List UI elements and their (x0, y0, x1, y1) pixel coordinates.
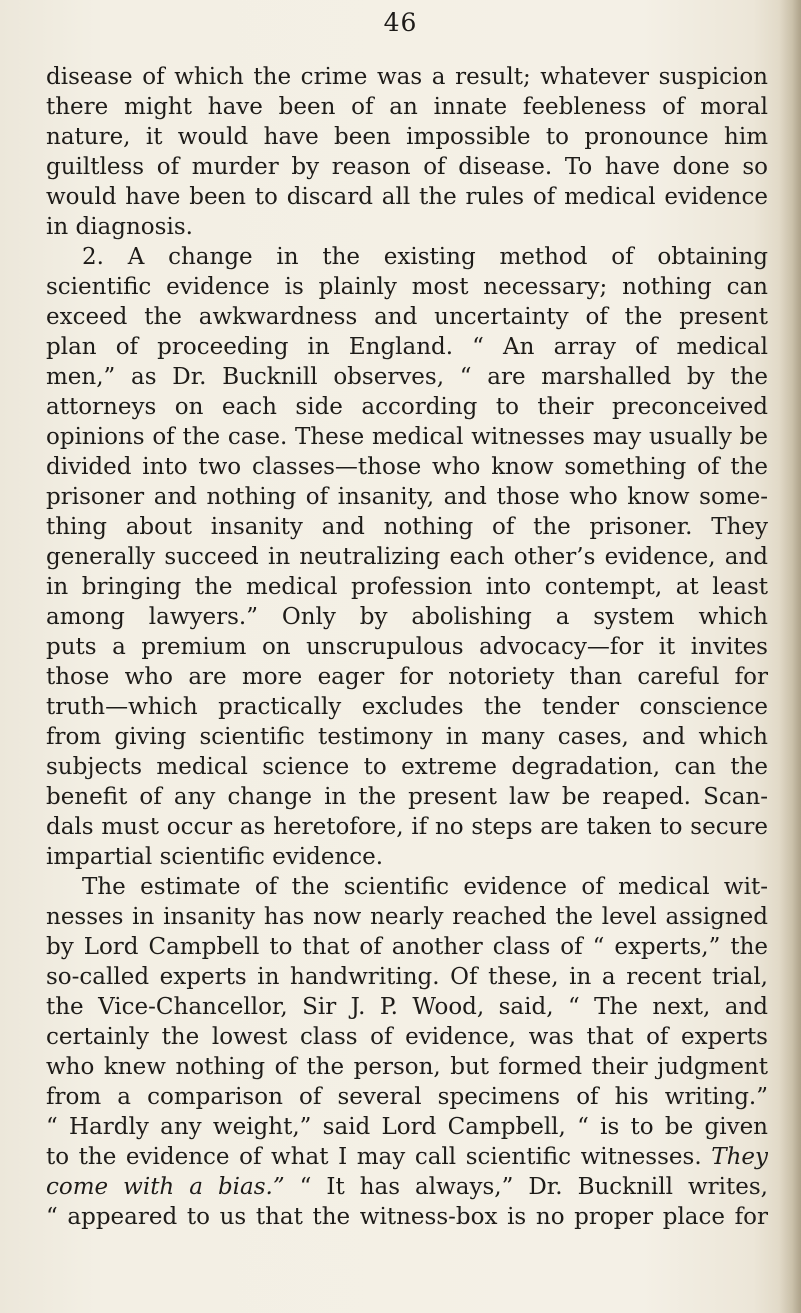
text-line-29: nesses in insanity has now nearly reached the level assigned (46, 904, 768, 930)
text-line-35: from a comparison of several specimens of his writing.” (46, 1084, 768, 1110)
text-line-15: prisoner and nothing of insanity, and those who know some- (46, 484, 768, 510)
text-line-2: there might have been of an innate feebleness of moral (46, 94, 768, 120)
text-line-28: The estimate of the scientific evidence of medical wit- (82, 874, 768, 900)
text-line-13: opinions of the case. These medical witnesses may usually be (46, 424, 768, 450)
text-line-39: “ appeared to us that the witness-box is no proper place for (46, 1204, 768, 1230)
body-text (0, 62, 801, 1307)
text-line-25: benefit of any change in the present law be reaped. Scan- (46, 784, 768, 810)
text-line-17: generally succeed in neutralizing each other’s evidence, and (46, 544, 768, 570)
text-line-12: attorneys on each side according to their preconceived (46, 394, 768, 420)
text-line-37-roman: to the evidence of what I may call scientific witnesses. (46, 1144, 702, 1170)
text-line-19: among lawyers.” Only by abolishing a system which (46, 604, 768, 630)
text-line-3: nature, it would have been impossible to pronounce him (46, 124, 768, 150)
text-line-18: in bringing the medical profession into contempt, at least (46, 574, 768, 600)
text-line-27: impartial scientific evidence. (46, 844, 384, 870)
text-line-31: so-called experts in handwriting. Of these, in a recent trial, (46, 964, 768, 990)
page-number: 46 (383, 8, 418, 37)
text-line-6: in diagnosis. (46, 214, 193, 240)
text-line-37 (46, 1142, 768, 1172)
italic-they: They (711, 1144, 768, 1170)
text-line-21: those who are more eager for notoriety than careful for (46, 664, 768, 690)
text-line-33: certainly the lowest class of evidence, was that of experts (46, 1024, 768, 1050)
text-line-34: who knew nothing of the person, but formed their judgment (46, 1054, 768, 1080)
text-line-26: dals must occur as heretofore, if no steps are taken to secure (46, 814, 768, 840)
text-line-16: thing about insanity and nothing of the prisoner. They (46, 514, 768, 540)
text-line-14: divided into two classes—those who know something of the (46, 454, 768, 480)
text-line-1: disease of which the crime was a result; whatever suspicion (46, 64, 768, 90)
text-line-9: exceed the awkwardness and uncertainty of the present (46, 304, 768, 330)
text-line-5: would have been to discard all the rules of medical evidence (46, 184, 768, 210)
text-line-8: scientific evidence is plainly most necessary; nothing can (46, 274, 768, 300)
italic-bias-phrase: come with a bias.” (46, 1174, 285, 1200)
text-line-20: puts a premium on unscrupulous advocacy—for it invites (46, 634, 768, 660)
text-line-4: guiltless of murder by reason of disease. To have done so (46, 154, 768, 180)
text-line-23: from giving scientific testimony in many cases, and which (46, 724, 768, 750)
text-line-30: by Lord Campbell to that of another class of “ experts,” the (46, 934, 768, 960)
text-line-10: plan of proceeding in England. “ An array of medical (46, 334, 768, 360)
text-line-32: the Vice-Chancellor, Sir J. P. Wood, said, “ The next, and (46, 994, 768, 1020)
text-line-38-roman: “ It has always,” Dr. Bucknill writes, (299, 1174, 768, 1200)
text-line-38 (46, 1172, 768, 1202)
text-line-7: 2. A change in the existing method of obtaining (82, 244, 768, 270)
text-line-22: truth—which practically excludes the tender conscience (46, 694, 768, 720)
text-line-24: subjects medical science to extreme degradation, can the (46, 754, 768, 780)
text-line-11: men,” as Dr. Bucknill observes, “ are marshalled by the (46, 364, 768, 390)
text-line-36: “ Hardly any weight,” said Lord Campbell, “ is to be given (46, 1114, 768, 1140)
